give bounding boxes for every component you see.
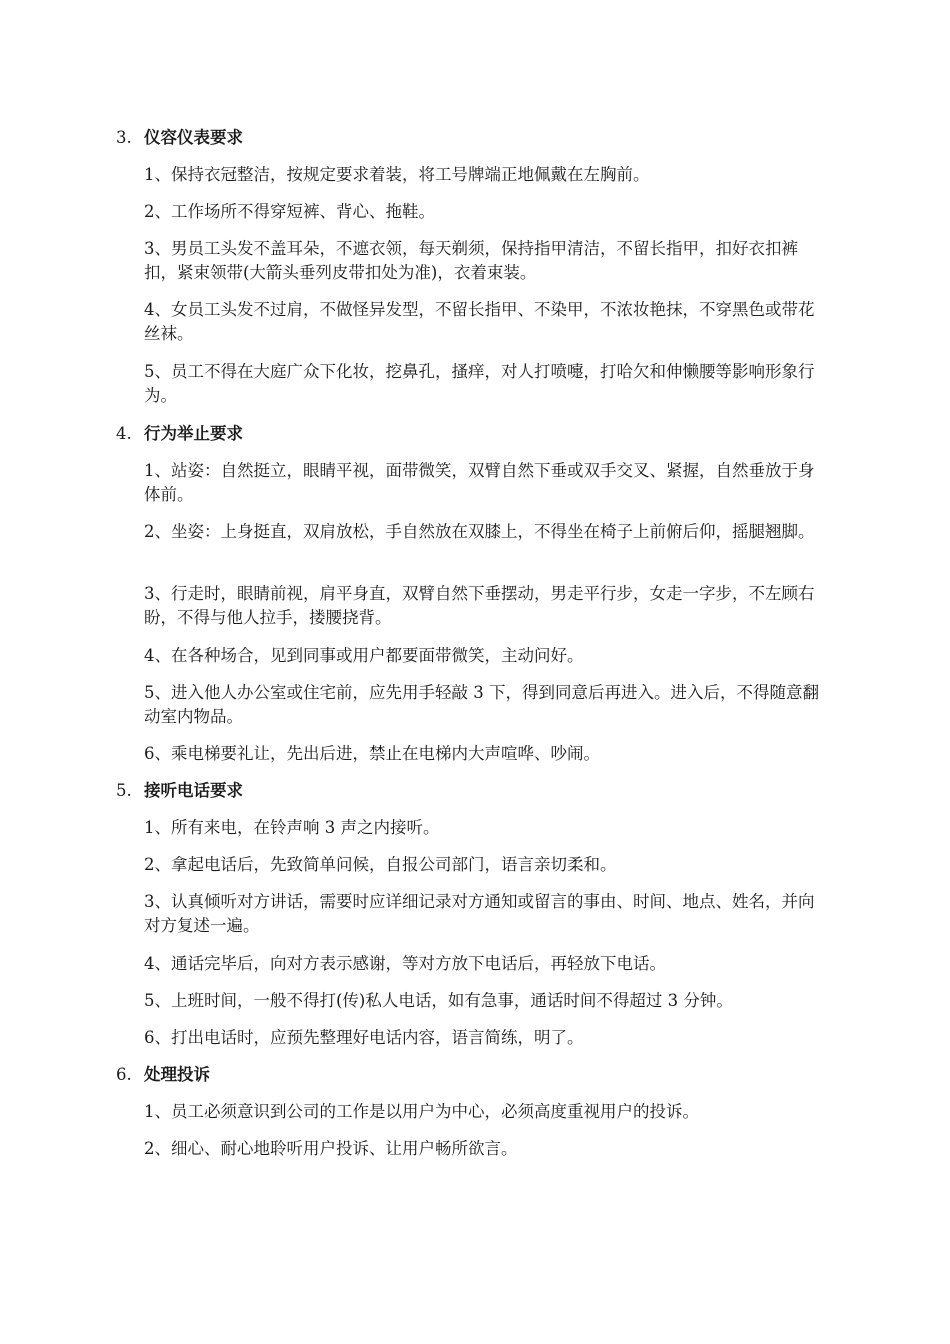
list-item: 5、进入他人办公室或住宅前，应先用手轻敲 3 下，得到同意后再进入。进入后，不得随意翻动室内物品。 <box>144 683 819 726</box>
list-item: 4、在各种场合，见到同事或用户都要面带微笑，主动问好。 <box>144 646 584 665</box>
section-heading <box>116 779 243 803</box>
section-heading <box>116 1063 210 1087</box>
section-number: 3. <box>116 128 132 147</box>
section-heading <box>116 422 243 446</box>
list-item: 1、站姿：自然挺立，眼睛平视，面带微笑，双臂自然下垂或双手交叉、紧握，自然垂放于身体前。 <box>144 461 815 504</box>
list-item: 1、保持衣冠整洁，按规定要求着装，将工号牌端正地佩戴在左胸前。 <box>144 165 650 184</box>
list-item: 2、工作场所不得穿短裤、背心、拖鞋。 <box>144 202 435 221</box>
section-title: 接听电话要求 <box>144 781 243 800</box>
list-item: 4、女员工头发不过肩，不做怪异发型，不留长指甲、不染甲，不浓妆艳抹，不穿黑色或带花丝袜。 <box>144 300 815 343</box>
list-item: 3、男员工头发不盖耳朵，不遮衣领，每天剃须，保持指甲清洁，不留长指甲，扣好衣扣裤扣，紧束领带(大箭头垂列皮带扣处为准)，衣着束装。 <box>144 239 798 282</box>
list-item: 4、通话完毕后，向对方表示感谢，等对方放下电话后，再轻放下电话。 <box>144 954 666 973</box>
list-item: 2、细心、耐心地聆听用户投诉、让用户畅所欲言。 <box>144 1139 518 1158</box>
section-title: 仪容仪表要求 <box>144 128 243 147</box>
section-number: 6. <box>116 1065 132 1084</box>
list-item: 3、行走时，眼睛前视，肩平身直，双臂自然下垂摆动，男走平行步，女走一字步，不左顾右盼，不得与他人拉手，搂腰挠背。 <box>144 584 815 627</box>
section-title: 行为举止要求 <box>144 424 243 443</box>
section-number: 5. <box>116 781 132 800</box>
list-item: 6、打出电话时，应预先整理好电话内容，语言简练，明了。 <box>144 1028 584 1047</box>
list-item: 1、所有来电，在铃声响 3 声之内接听。 <box>144 818 440 837</box>
list-item: 5、上班时间，一般不得打(传)私人电话，如有急事，通话时间不得超过 3 分钟。 <box>144 991 733 1010</box>
list-item: 1、员工必须意识到公司的工作是以用户为中心，必须高度重视用户的投诉。 <box>144 1102 699 1121</box>
list-item: 3、认真倾听对方讲话，需要时应详细记录对方通知或留言的事由、时间、地点、姓名，并向对方复述一遍。 <box>144 892 815 935</box>
list-item: 6、乘电梯要礼让，先出后进，禁止在电梯内大声喧哗、吵闹。 <box>144 744 600 763</box>
section-heading <box>116 126 243 150</box>
list-item: 2、坐姿：上身挺直，双肩放松，手自然放在双膝上，不得坐在椅子上前俯后仰，摇腿翘脚。 <box>144 522 815 541</box>
list-item: 5、员工不得在大庭广众下化妆，挖鼻孔，搔痒，对人打喷嚏，打哈欠和伸懒腰等影响形象行为。 <box>144 362 815 405</box>
list-item: 2、拿起电话后，先致简单问候，自报公司部门，语言亲切柔和。 <box>144 855 617 874</box>
section-number: 4. <box>116 424 132 443</box>
section-title: 处理投诉 <box>144 1065 210 1084</box>
